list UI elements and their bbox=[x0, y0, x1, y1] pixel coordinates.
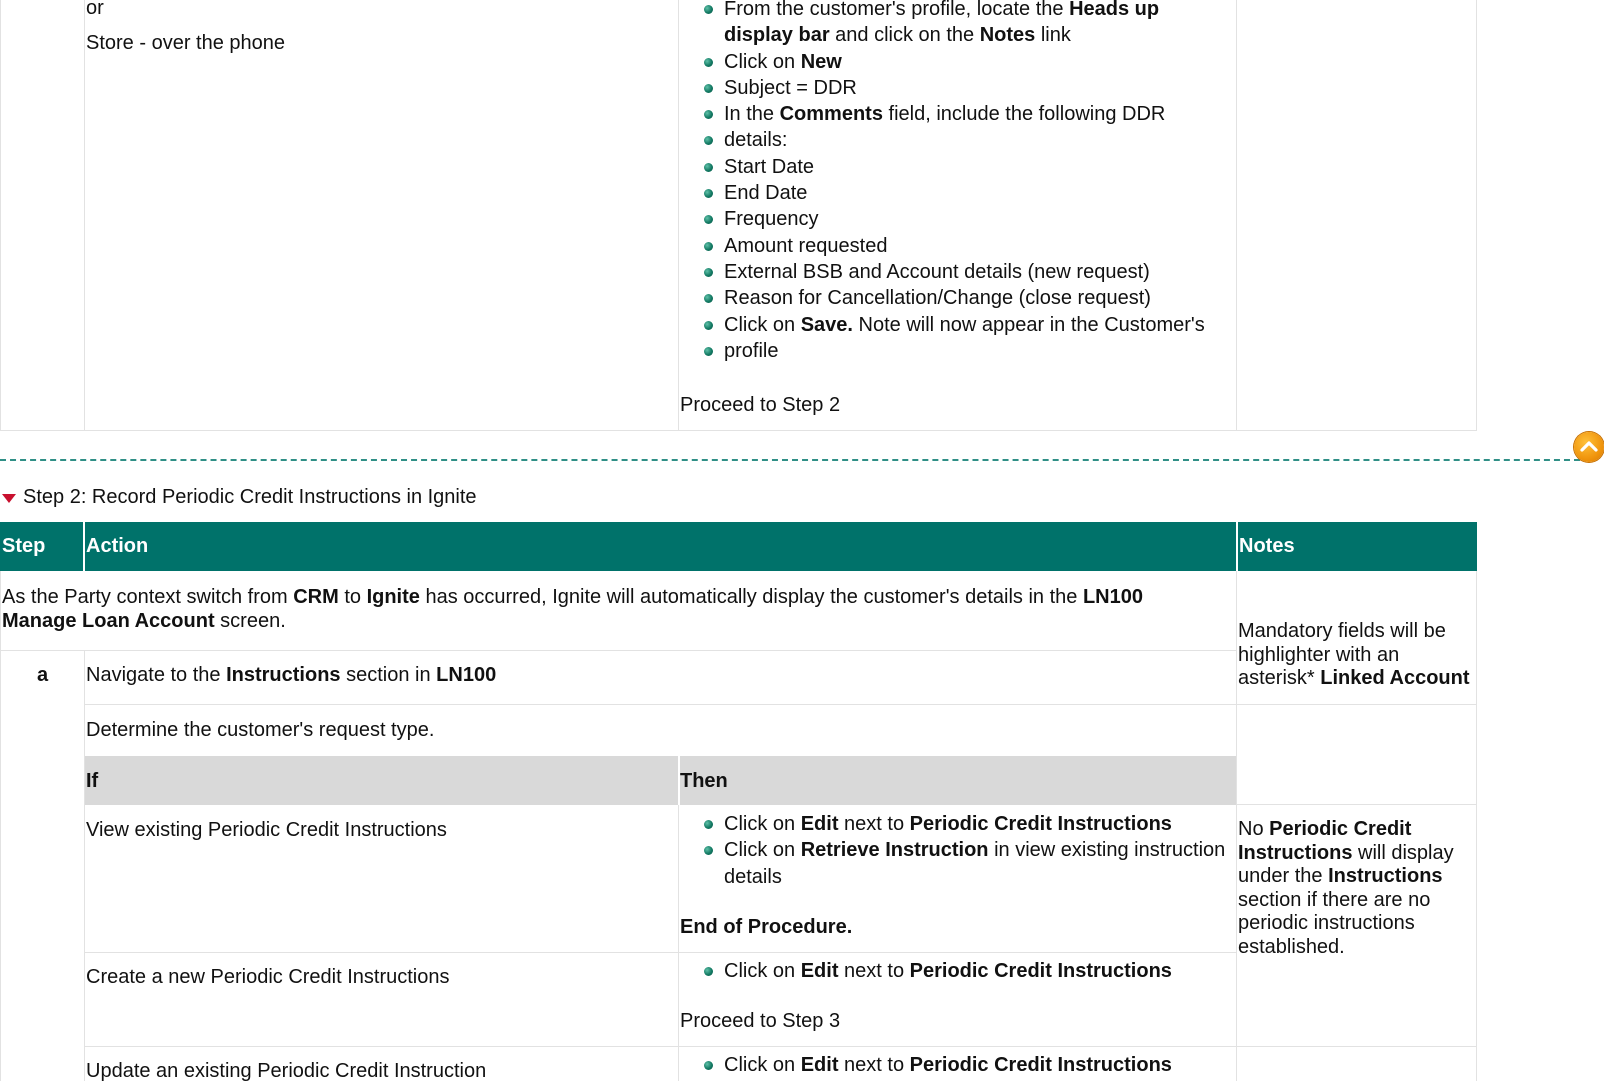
note-line: periodic instructions bbox=[1238, 912, 1415, 934]
grid-line bbox=[1236, 0, 1237, 431]
view-steps-list bbox=[700, 811, 1225, 890]
note-no-instructions bbox=[1238, 818, 1454, 959]
back-to-top-button[interactable] bbox=[1574, 432, 1604, 462]
step2-title: Step 2: Record Periodic Credit Instructions in Ignite bbox=[23, 486, 477, 508]
grid-line bbox=[0, 430, 1477, 431]
proceed-step-2: Proceed to Step 2 bbox=[680, 394, 841, 416]
grid-line bbox=[0, 571, 1, 1081]
list-item: Click on New bbox=[700, 49, 1205, 75]
channel-or: or bbox=[86, 0, 104, 19]
note-line: highlighter with an bbox=[1238, 643, 1400, 666]
list-item: From the customer's profile, locate the Heads up bbox=[700, 0, 1205, 22]
grid-line bbox=[0, 650, 1237, 651]
list-item: External BSB and Account details (new request) bbox=[700, 259, 1205, 285]
list-item: Click on Retrieve Instruction in view existing instruction details bbox=[700, 837, 1225, 890]
grid-line bbox=[0, 0, 1, 431]
list-item: Click on Edit next to Periodic Credit Instructions bbox=[700, 958, 1172, 984]
grid-line bbox=[678, 805, 679, 1081]
triangle-down-icon bbox=[2, 494, 16, 503]
list-item: profile bbox=[700, 338, 1205, 364]
list-item: details: bbox=[700, 127, 1205, 153]
grid-line bbox=[84, 0, 85, 431]
if-then-header bbox=[85, 756, 1236, 805]
list-item: In the Comments field, include the following DDR bbox=[700, 101, 1205, 127]
note-line: Instructions will display bbox=[1238, 841, 1454, 864]
grid-line bbox=[84, 1046, 1477, 1047]
header-if: If bbox=[86, 770, 99, 792]
step-label-a: a bbox=[37, 664, 49, 686]
note-mandatory bbox=[1238, 620, 1470, 691]
note-line: No Periodic Credit bbox=[1238, 818, 1412, 840]
grid-line bbox=[84, 952, 1237, 953]
grid-line bbox=[1476, 0, 1477, 431]
list-item: Click on Save. Note will now appear in the Customer's bbox=[700, 312, 1205, 338]
list-item: Click on Edit next to Periodic Credit Instructions bbox=[700, 811, 1225, 837]
header-separator bbox=[1236, 522, 1238, 571]
note-line: asterisk* Linked Account bbox=[1238, 667, 1470, 689]
note-line: established. bbox=[1238, 935, 1345, 958]
grid-line bbox=[84, 704, 1477, 705]
grid-line bbox=[1236, 571, 1237, 1081]
step2-header-row bbox=[0, 522, 1477, 571]
note-line: under the Instructions bbox=[1238, 865, 1443, 887]
note-line: section if there are no bbox=[1238, 888, 1431, 911]
grid-line bbox=[1236, 804, 1477, 805]
intro-line-2: Manage Loan Account screen. bbox=[2, 610, 286, 632]
update-steps-list bbox=[700, 1052, 1172, 1078]
header-then: Then bbox=[680, 770, 728, 792]
if-update-existing: Update an existing Periodic Credit Instruction bbox=[86, 1060, 487, 1082]
section-divider bbox=[0, 459, 1580, 461]
grid-line bbox=[84, 651, 85, 1081]
list-item: Reason for Cancellation/Change (close request) bbox=[700, 285, 1205, 311]
navigate-instruction: Navigate to the Instructions section in LN100 bbox=[86, 664, 497, 686]
note-line: Mandatory fields will be bbox=[1238, 620, 1446, 642]
grid-line bbox=[678, 0, 679, 431]
proceed-step-3: Proceed to Step 3 bbox=[680, 1010, 841, 1032]
channel-store: Store - over the phone bbox=[86, 32, 286, 54]
if-view-existing: View existing Periodic Credit Instructions bbox=[86, 819, 447, 841]
list-item: display bar and click on the Notes link bbox=[724, 24, 1071, 47]
chevron-up-icon bbox=[1580, 439, 1598, 453]
if-create-new: Create a new Periodic Credit Instructions bbox=[86, 966, 450, 988]
create-steps-list bbox=[700, 958, 1172, 984]
header-notes: Notes bbox=[1239, 535, 1295, 557]
list-item: Start Date bbox=[700, 154, 1205, 180]
determine-request: Determine the customer's request type. bbox=[86, 719, 435, 741]
list-item: Click on Edit next to Periodic Credit Instructions bbox=[700, 1052, 1172, 1078]
header-step: Step bbox=[2, 535, 46, 557]
note-steps-list bbox=[700, 0, 1205, 364]
grid-line bbox=[1476, 571, 1477, 1081]
end-of-procedure: End of Procedure. bbox=[680, 916, 853, 938]
header-action: Action bbox=[86, 535, 149, 557]
list-item: End Date bbox=[700, 180, 1205, 206]
intro-line-1: As the Party context switch from CRM to Ignite has occurred, Ignite will automatically display the customer's details in the LN100 bbox=[2, 586, 1143, 608]
list-item: Frequency bbox=[700, 206, 1205, 232]
list-item: Amount requested bbox=[700, 233, 1205, 259]
header-separator bbox=[83, 522, 85, 571]
header-separator bbox=[678, 756, 680, 805]
list-item: Subject = DDR bbox=[700, 75, 1205, 101]
